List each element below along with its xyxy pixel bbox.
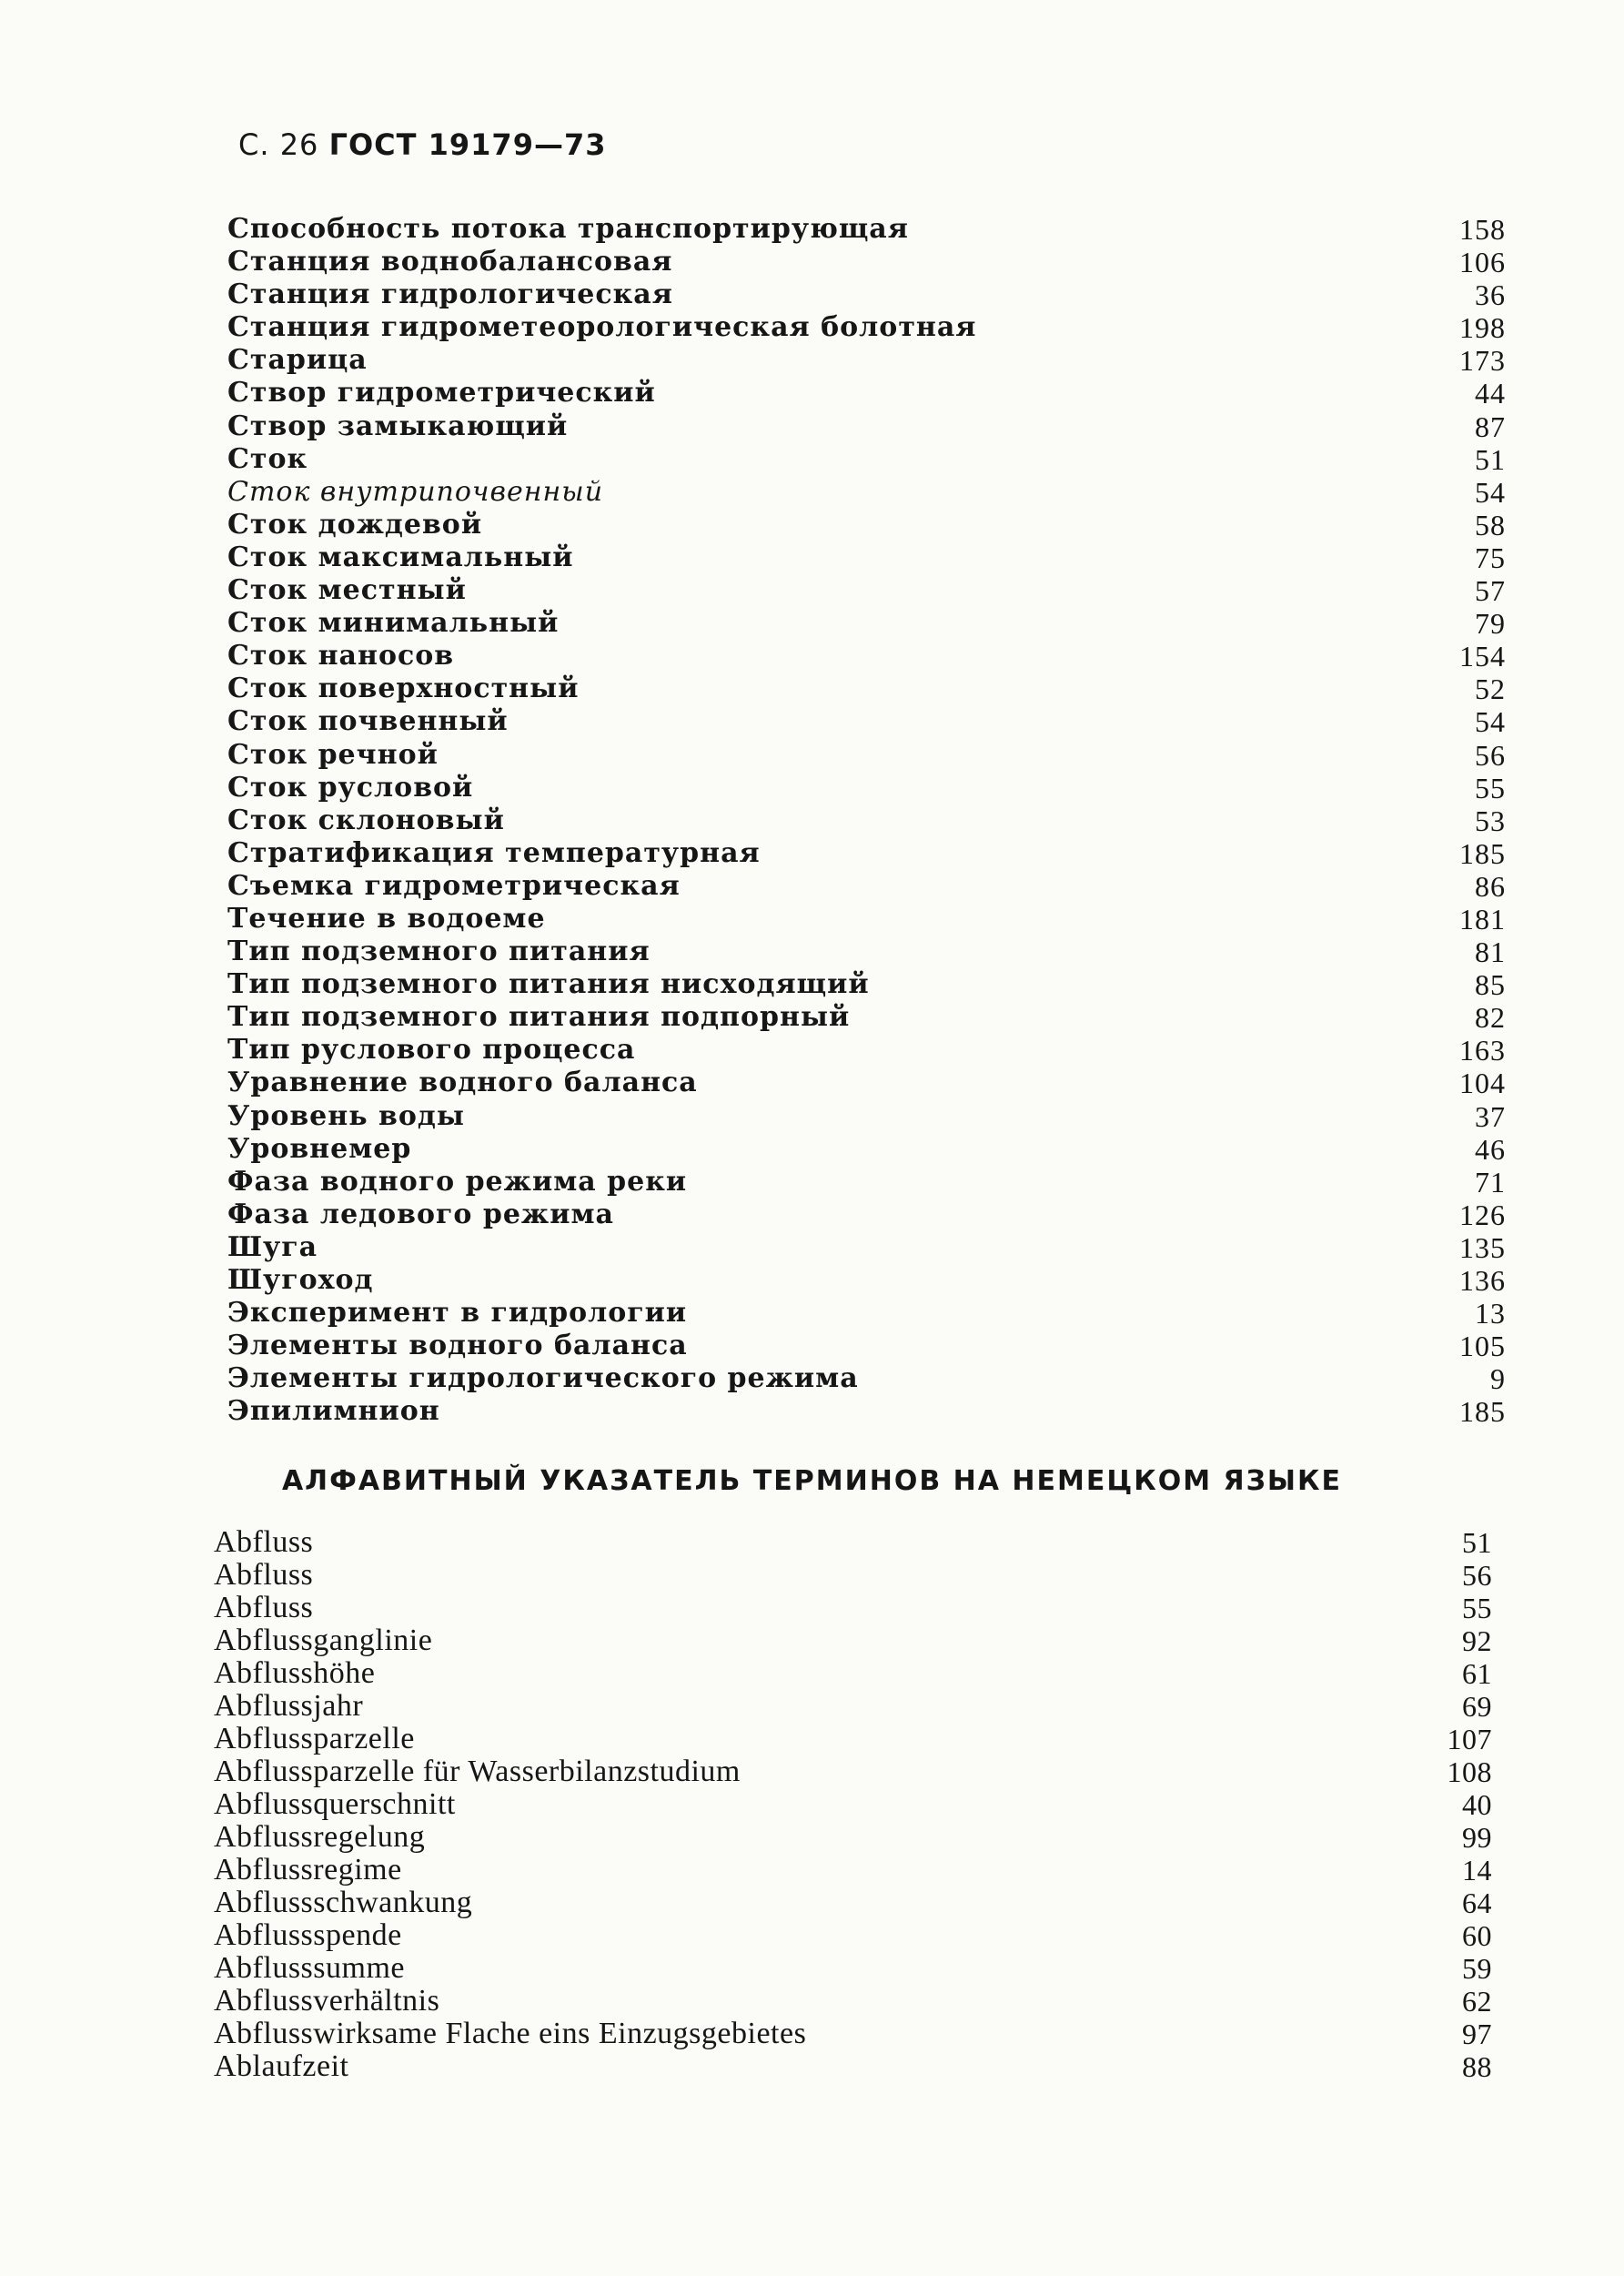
index-entry bbox=[227, 1330, 1506, 1362]
index-term: Abflussspende bbox=[214, 1918, 402, 1952]
index-term: Сток почвенный bbox=[227, 705, 509, 738]
index-term: Шуга bbox=[227, 1230, 318, 1263]
index-entry bbox=[227, 772, 1506, 804]
index-page-number: 136 bbox=[1459, 1264, 1506, 1297]
index-entry bbox=[214, 1821, 1492, 1854]
index-entry bbox=[214, 1559, 1492, 1592]
index-term: Abfluss bbox=[214, 1525, 314, 1559]
index-entry bbox=[227, 1100, 1506, 1133]
index-page-number: 185 bbox=[1459, 836, 1506, 870]
index-term: Abflussparzelle für Wasserbilanzstudium bbox=[214, 1755, 741, 1788]
index-entry bbox=[227, 311, 1506, 344]
index-term: Сток русловой bbox=[227, 771, 474, 804]
index-page-number: 64 bbox=[1462, 1887, 1492, 1919]
index-term: Тип руслового процесса bbox=[227, 1034, 636, 1067]
index-page-number: 163 bbox=[1459, 1034, 1506, 1067]
index-term: Тип подземного питания подпорный bbox=[227, 1001, 851, 1034]
index-entry bbox=[214, 2050, 1492, 2083]
index-page-number: 154 bbox=[1459, 640, 1506, 673]
index-page-number: 59 bbox=[1462, 1952, 1492, 1985]
index-term: Abflussregelung bbox=[214, 1820, 426, 1854]
index-term: Створ гидрометрический bbox=[227, 377, 656, 410]
section-title: АЛФАВИТНЫЙ УКАЗАТЕЛЬ ТЕРМИНОВ НА НЕМЕЦКОМ ЯЗЫКЕ bbox=[281, 1465, 1343, 1497]
index-entry bbox=[227, 1395, 1506, 1428]
index-page-number: 106 bbox=[1459, 246, 1506, 279]
index-page-number: 58 bbox=[1475, 508, 1506, 541]
index-term: Фаза водного режима реки bbox=[227, 1165, 688, 1198]
index-page-number: 57 bbox=[1475, 574, 1506, 608]
index-term: Сток внутрипочвенный bbox=[227, 475, 604, 508]
index-entry bbox=[227, 1034, 1506, 1067]
index-entry bbox=[227, 705, 1506, 738]
standard-code: ГОСТ 19179—73 bbox=[328, 127, 607, 162]
index-page-number: 92 bbox=[1462, 1624, 1492, 1657]
index-page-number: 82 bbox=[1475, 1001, 1506, 1035]
index-entry bbox=[227, 1362, 1506, 1395]
index-entry bbox=[227, 837, 1506, 870]
index-page-number: 46 bbox=[1475, 1132, 1506, 1166]
index-entry bbox=[214, 1788, 1492, 1821]
index-entry bbox=[227, 673, 1506, 705]
index-page-number: 52 bbox=[1475, 673, 1506, 706]
index-entry bbox=[227, 476, 1506, 509]
index-term: Старица bbox=[227, 344, 368, 377]
index-term: Abflussregime bbox=[214, 1853, 402, 1887]
index-page-number: 75 bbox=[1475, 541, 1506, 574]
index-page-number: 37 bbox=[1475, 1099, 1506, 1133]
index-term: Эпилимнион bbox=[227, 1395, 440, 1428]
page-header bbox=[238, 127, 606, 162]
index-entry bbox=[227, 1231, 1506, 1264]
index-entry bbox=[214, 1854, 1492, 1887]
index-term: Съемка гидрометрическая bbox=[227, 869, 681, 902]
index-entry bbox=[214, 1592, 1492, 1624]
index-term: Сток максимальный bbox=[227, 541, 574, 573]
index-entry bbox=[227, 1133, 1506, 1166]
index-entry bbox=[227, 1199, 1506, 1231]
index-page-number: 60 bbox=[1462, 1919, 1492, 1952]
index-entry bbox=[227, 1001, 1506, 1034]
index-term: Abflusssumme bbox=[214, 1951, 405, 1985]
index-page-number: 105 bbox=[1459, 1330, 1506, 1363]
index-entry bbox=[214, 1624, 1492, 1657]
index-entry bbox=[227, 246, 1506, 278]
index-term: Сток дождевой bbox=[227, 508, 483, 541]
index-page-number: 108 bbox=[1447, 1755, 1492, 1788]
index-page-number: 107 bbox=[1447, 1723, 1492, 1755]
index-term: Элементы водного баланса bbox=[227, 1330, 688, 1362]
index-entry bbox=[227, 607, 1506, 640]
index-term: Abflussjahr bbox=[214, 1689, 364, 1723]
index-entry bbox=[214, 1919, 1492, 1952]
index-page-number: 99 bbox=[1462, 1821, 1492, 1854]
index-entry bbox=[227, 903, 1506, 936]
index-term: Abflusswirksame Flache eins Einzugsgebietes bbox=[214, 2017, 807, 2050]
index-term: Сток склоновый bbox=[227, 804, 505, 836]
index-entry bbox=[227, 574, 1506, 607]
index-page-number: 126 bbox=[1459, 1198, 1506, 1231]
index-page-number: 158 bbox=[1459, 213, 1506, 246]
index-term: Сток речной bbox=[227, 738, 439, 771]
index-page-number: 51 bbox=[1475, 442, 1506, 476]
index-term: Стратификация температурная bbox=[227, 836, 761, 869]
index-page-number: 40 bbox=[1462, 1788, 1492, 1821]
index-entry bbox=[227, 804, 1506, 837]
index-term: Уровнемер bbox=[227, 1132, 412, 1165]
index-page-number: 104 bbox=[1459, 1067, 1506, 1100]
index-entry bbox=[214, 1952, 1492, 1985]
index-page-number: 86 bbox=[1475, 869, 1506, 903]
index-entry bbox=[214, 1690, 1492, 1723]
index-entry bbox=[214, 2018, 1492, 2050]
index-entry bbox=[227, 1067, 1506, 1099]
index-page-number: 97 bbox=[1462, 2018, 1492, 2050]
index-term: Сток местный bbox=[227, 574, 467, 607]
index-entry bbox=[214, 1526, 1492, 1559]
index-term: Abflussparzelle bbox=[214, 1722, 415, 1755]
index-term: Abflussschwankung bbox=[214, 1886, 473, 1919]
index-entry bbox=[214, 1657, 1492, 1690]
index-entry bbox=[227, 509, 1506, 541]
index-entry bbox=[227, 541, 1506, 574]
index-page-number: 69 bbox=[1462, 1690, 1492, 1723]
index-term: Abfluss bbox=[214, 1591, 314, 1624]
index-page-number: 56 bbox=[1462, 1559, 1492, 1592]
index-term: Сток поверхностный bbox=[227, 673, 580, 705]
index-term: Уровень воды bbox=[227, 1099, 465, 1132]
index-page-number: 44 bbox=[1475, 377, 1506, 410]
index-page-number: 79 bbox=[1475, 607, 1506, 641]
index-page-number: 181 bbox=[1459, 902, 1506, 936]
index-entry bbox=[227, 278, 1506, 311]
index-page-number: 71 bbox=[1475, 1165, 1506, 1199]
index-page-number: 62 bbox=[1462, 1985, 1492, 2018]
index-page-number: 185 bbox=[1459, 1395, 1506, 1429]
index-term: Станция гидрометеорологическая болотная bbox=[227, 311, 977, 344]
index-term: Тип подземного питания нисходящий bbox=[227, 968, 870, 1001]
index-term: Abfluss bbox=[214, 1558, 314, 1592]
index-page-number: 55 bbox=[1475, 771, 1506, 804]
index-entry bbox=[214, 1723, 1492, 1755]
index-page-number: 53 bbox=[1475, 804, 1506, 837]
index-entry bbox=[214, 1887, 1492, 1919]
russian-term-index bbox=[227, 213, 1506, 1428]
index-term: Сток минимальный bbox=[227, 607, 560, 640]
index-page-number: 36 bbox=[1475, 278, 1506, 312]
index-term: Тип подземного питания bbox=[227, 936, 651, 968]
index-term: Фаза ледового режима bbox=[227, 1198, 614, 1230]
index-term: Ablaufzeit bbox=[214, 2049, 349, 2083]
index-entry bbox=[227, 213, 1506, 246]
index-page-number: 173 bbox=[1459, 344, 1506, 378]
index-page-number: 61 bbox=[1462, 1657, 1492, 1690]
index-term: Станция гидрологическая bbox=[227, 278, 673, 311]
index-entry bbox=[227, 936, 1506, 968]
page-number: С. 26 bbox=[238, 127, 319, 162]
index-page-number: 87 bbox=[1475, 410, 1506, 443]
index-entry bbox=[227, 377, 1506, 410]
index-term: Сток bbox=[227, 442, 308, 475]
index-page-number: 55 bbox=[1462, 1592, 1492, 1624]
index-page-number: 198 bbox=[1459, 311, 1506, 345]
index-page-number: 135 bbox=[1459, 1230, 1506, 1264]
index-entry bbox=[227, 870, 1506, 903]
index-page-number: 88 bbox=[1462, 2050, 1492, 2083]
index-term: Станция воднобалансовая bbox=[227, 246, 673, 278]
index-entry bbox=[227, 1297, 1506, 1330]
index-entry bbox=[227, 739, 1506, 772]
index-page-number: 56 bbox=[1475, 738, 1506, 772]
index-page-number: 13 bbox=[1475, 1297, 1506, 1330]
index-entry bbox=[227, 344, 1506, 377]
index-term: Створ замыкающий bbox=[227, 410, 569, 442]
index-term: Способность потока транспортирующая bbox=[227, 213, 909, 245]
index-page-number: 54 bbox=[1475, 475, 1506, 509]
index-page-number: 51 bbox=[1462, 1526, 1492, 1559]
index-term: Abflussquerschnitt bbox=[214, 1787, 456, 1821]
index-entry bbox=[227, 640, 1506, 673]
index-entry bbox=[227, 443, 1506, 476]
index-term: Шугоход bbox=[227, 1264, 374, 1296]
index-page-number: 9 bbox=[1490, 1362, 1506, 1396]
index-term: Течение в водоеме bbox=[227, 902, 546, 935]
index-entry bbox=[227, 1166, 1506, 1199]
index-term: Сток наносов bbox=[227, 640, 455, 673]
index-term: Эксперимент в гидрологии bbox=[227, 1297, 688, 1330]
index-term: Элементы гидрологического режима bbox=[227, 1362, 859, 1395]
german-term-index bbox=[214, 1526, 1492, 2083]
index-page-number: 54 bbox=[1475, 705, 1506, 739]
index-entry bbox=[214, 1755, 1492, 1788]
index-term: Abflussganglinie bbox=[214, 1624, 433, 1657]
index-term: Abflusshöhe bbox=[214, 1656, 376, 1690]
index-entry bbox=[227, 410, 1506, 443]
index-page-number: 14 bbox=[1462, 1854, 1492, 1887]
index-page-number: 85 bbox=[1475, 968, 1506, 1002]
index-entry bbox=[227, 968, 1506, 1001]
index-term: Abflussverhältnis bbox=[214, 1984, 440, 2018]
index-term: Уравнение водного баланса bbox=[227, 1067, 698, 1099]
index-entry bbox=[227, 1264, 1506, 1297]
index-page-number: 81 bbox=[1475, 936, 1506, 969]
index-entry bbox=[214, 1985, 1492, 2018]
